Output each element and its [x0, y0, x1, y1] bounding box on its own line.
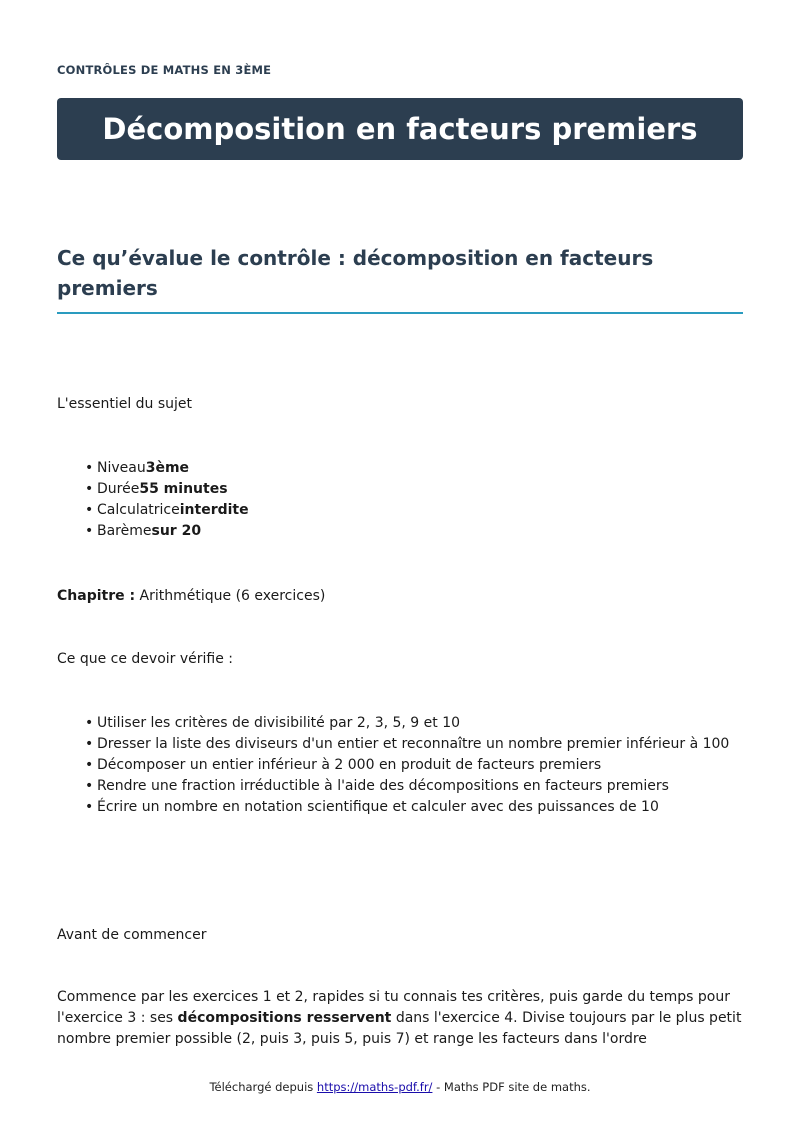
- chapter-label: Chapitre :: [57, 588, 136, 604]
- list-item: [85, 479, 249, 500]
- bullet-icon: •: [85, 502, 94, 518]
- bullet-icon: •: [85, 523, 94, 539]
- list-item: [85, 797, 729, 818]
- checks-list: [57, 713, 729, 818]
- essentials-heading: L'essentiel du sujet: [57, 396, 193, 412]
- bullet-icon: •: [85, 757, 94, 773]
- check-item: Décomposer un entier inférieur à 2 000 en produit de facteurs premiers: [97, 757, 602, 773]
- before-paragraph: [57, 987, 743, 1050]
- check-item: Écrire un nombre en notation scientifique et calculer avec des puissances de 10: [97, 799, 659, 815]
- essential-label: Niveau: [97, 460, 146, 476]
- list-item: [85, 500, 249, 521]
- chapter-value: Arithmétique (6 exercices): [139, 588, 326, 604]
- page-title: Décomposition en facteurs premiers: [102, 112, 698, 146]
- list-item: [85, 458, 249, 479]
- essential-value: sur 20: [151, 523, 202, 539]
- check-item: Utiliser les critères de divisibilité par 2, 3, 5, 9 et 10: [97, 715, 461, 731]
- before-text-bold: décompositions resservent: [177, 1010, 392, 1026]
- essentials-list: [57, 458, 249, 542]
- before-heading: Avant de commencer: [57, 927, 207, 943]
- section-title: Ce qu’évalue le contrôle : décomposition en facteurs premiers: [57, 243, 743, 314]
- bullet-icon: •: [85, 460, 94, 476]
- essential-label: Calculatrice: [97, 502, 180, 518]
- check-item: Dresser la liste des diviseurs d'un entier et reconnaître un nombre premier inférieur à 100: [97, 736, 730, 752]
- chapter-line: [57, 586, 325, 607]
- title-banner: [57, 98, 743, 160]
- bullet-icon: •: [85, 778, 94, 794]
- bullet-icon: •: [85, 799, 94, 815]
- before-text-1: Commence par les exercices 1 et 2, rapides si tu connais tes critères, puis garde du temps pour l'exercice 3 : ses: [57, 989, 730, 1026]
- bullet-icon: •: [85, 481, 94, 497]
- list-item: [85, 734, 730, 755]
- footer-link[interactable]: https://maths-pdf.fr/: [316, 1080, 433, 1094]
- list-item: [85, 713, 729, 734]
- list-item: [85, 521, 249, 542]
- bullet-icon: •: [85, 736, 94, 752]
- category-label: CONTRÔLES DE MATHS EN 3ÈME: [57, 63, 272, 77]
- essential-value: 3ème: [145, 460, 190, 476]
- bullet-icon: •: [85, 715, 94, 731]
- footer-prefix: Téléchargé depuis: [209, 1080, 317, 1094]
- essential-label: Durée: [97, 481, 140, 497]
- essential-value: interdite: [179, 502, 249, 518]
- footer: [0, 1080, 800, 1094]
- list-item: [85, 776, 729, 797]
- checks-heading: Ce que ce devoir vérifie :: [57, 651, 234, 667]
- footer-suffix: - Maths PDF site de maths.: [432, 1080, 591, 1094]
- before-text-2: dans l'exercice 4. Divise toujours par le plus petit nombre premier possible (2, puis 3, puis 5, puis 7) et range les facteurs dans l'ordre: [57, 1010, 742, 1047]
- essential-value: 55 minutes: [139, 481, 228, 497]
- essential-label: Barème: [97, 523, 152, 539]
- list-item: [85, 755, 729, 776]
- check-item: Rendre une fraction irréductible à l'aide des décompositions en facteurs premiers: [97, 778, 669, 794]
